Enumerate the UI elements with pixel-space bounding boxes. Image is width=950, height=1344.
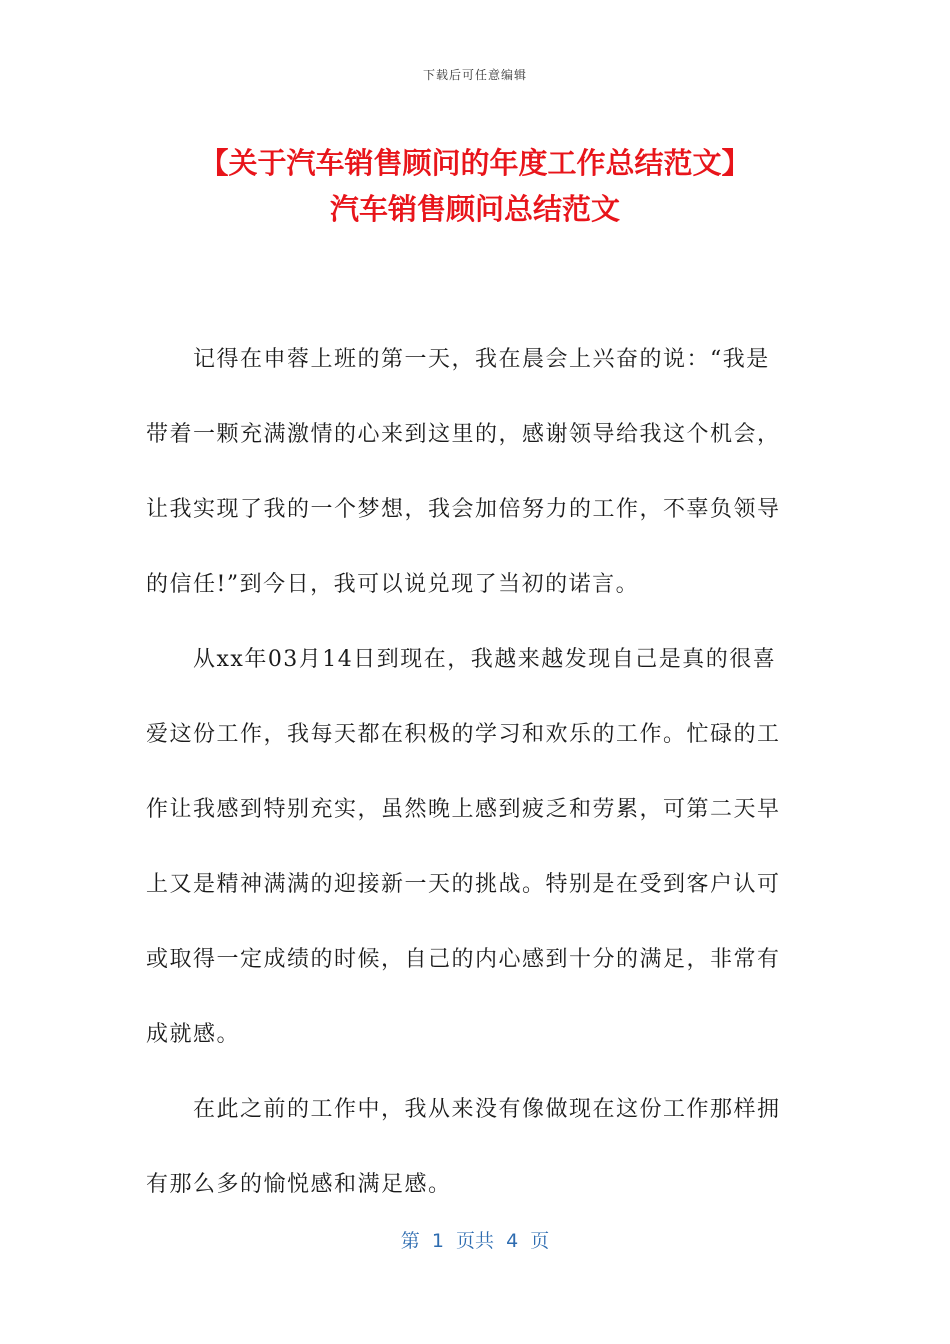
text-line: 从xx年03月14日到现在，我越来越发现自己是真的很喜 xyxy=(193,647,777,672)
text-line: 或取得一定成绩的时候，自己的内心感到十分的满足，非常有 xyxy=(146,947,781,972)
paragraph-1 xyxy=(146,322,796,622)
title-line-1: 【关于汽车销售顾问的年度工作总结范文】 xyxy=(199,146,751,180)
text-line: 的信任!”到今日，我可以说兑现了当初的诺言。 xyxy=(146,572,640,597)
text-line: 让我实现了我的一个梦想，我会加倍努力的工作，不辜负领导 xyxy=(146,497,781,522)
paragraph-2 xyxy=(146,622,796,1072)
paragraph-3 xyxy=(146,1072,796,1222)
text-line: 成就感。 xyxy=(146,1022,241,1047)
text-line: 在此之前的工作中，我从来没有像做现在这份工作那样拥 xyxy=(193,1097,781,1122)
text-line: 作让我感到特别充实，虽然晚上感到疲乏和劳累，可第二天早 xyxy=(146,797,781,822)
page-indicator: 第 1 页共 4 页 xyxy=(400,1230,550,1252)
header-note: 下载后可任意编辑 xyxy=(422,68,527,82)
document-body xyxy=(146,322,796,1222)
text-line: 记得在申蓉上班的第一天，我在晨会上兴奋的说：“我是 xyxy=(193,347,770,372)
document-title xyxy=(60,140,890,232)
text-line: 带着一颗充满激情的心来到这里的，感谢领导给我这个机会， xyxy=(146,422,781,447)
text-line: 爱这份工作，我每天都在积极的学习和欢乐的工作。忙碌的工 xyxy=(146,722,781,747)
title-line-2: 汽车销售顾问总结范文 xyxy=(329,192,620,226)
text-line: 上又是精神满满的迎接新一天的挑战。特别是在受到客户认可 xyxy=(146,872,781,897)
text-line: 有那么多的愉悦感和满足感。 xyxy=(146,1172,452,1197)
